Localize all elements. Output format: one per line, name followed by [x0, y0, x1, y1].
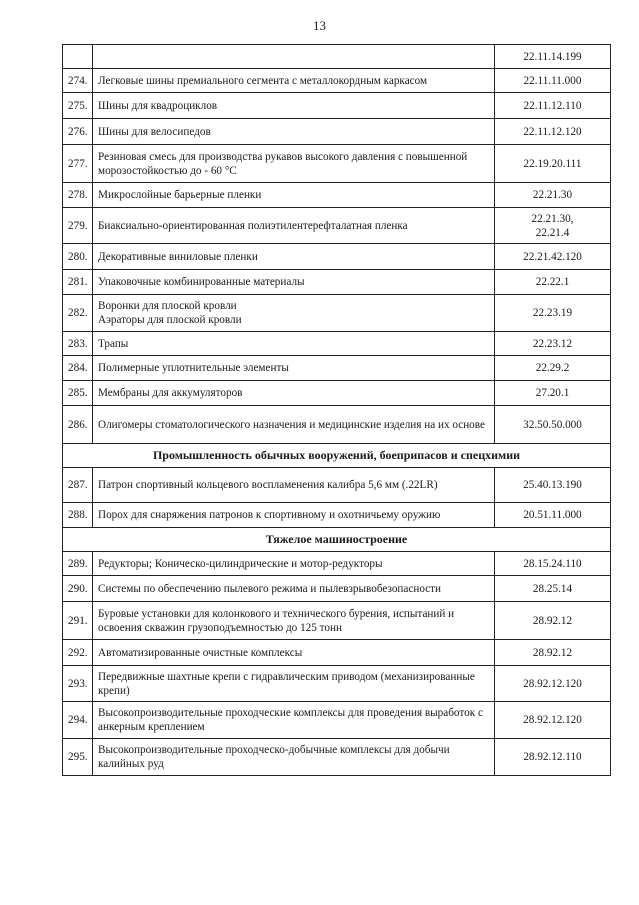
product-name: Трапы	[93, 332, 495, 356]
table-row	[63, 270, 611, 295]
table-row	[63, 119, 611, 145]
section-header-row	[63, 528, 611, 552]
table-row	[63, 503, 611, 528]
okpd-code: 22.11.14.199	[495, 45, 611, 69]
products-table	[62, 44, 611, 776]
product-name: Биаксиально-ориентированная полиэтилентерефталатная пленка	[93, 208, 495, 244]
okpd-code: 25.40.13.190	[495, 468, 611, 503]
product-name: Мембраны для аккумуляторов	[93, 381, 495, 406]
product-name: Легковые шины премиального сегмента с металлокордным каркасом	[93, 69, 495, 93]
table-row	[63, 702, 611, 739]
okpd-code: 20.51.11.000	[495, 503, 611, 528]
row-number: 285.	[63, 381, 93, 406]
row-number: 282.	[63, 295, 93, 332]
okpd-code: 28.92.12.110	[495, 739, 611, 776]
row-number: 276.	[63, 119, 93, 145]
table-row	[63, 69, 611, 93]
product-name: Редукторы; Коническо-цилиндрические и мотор-редукторы	[93, 552, 495, 576]
row-number: 281.	[63, 270, 93, 295]
product-name: Шины для велосипедов	[93, 119, 495, 145]
section-header-row	[63, 444, 611, 468]
table-row	[63, 145, 611, 183]
product-name: Системы по обеспечению пылевого режима и пылевзрывобезопасности	[93, 576, 495, 602]
product-name: Микрослойные барьерные пленки	[93, 183, 495, 208]
row-number: 283.	[63, 332, 93, 356]
product-name: Патрон спортивный кольцевого воспламенения калибра 5,6 мм (.22LR)	[93, 468, 495, 503]
okpd-code: 27.20.1	[495, 381, 611, 406]
product-name: Передвижные шахтные крепи с гидравлическим приводом (механизированные крепи)	[93, 666, 495, 702]
okpd-code: 22.23.19	[495, 295, 611, 332]
okpd-code: 22.22.1	[495, 270, 611, 295]
okpd-code: 28.92.12.120	[495, 702, 611, 739]
row-number: 277.	[63, 145, 93, 183]
product-name: Автоматизированные очистные комплексы	[93, 640, 495, 666]
table-row	[63, 468, 611, 503]
row-number: 286.	[63, 406, 93, 444]
okpd-code: 22.11.12.120	[495, 119, 611, 145]
table-row	[63, 93, 611, 119]
okpd-code: 28.92.12	[495, 602, 611, 640]
product-name: Декоративные виниловые пленки	[93, 244, 495, 270]
table-row	[63, 45, 611, 69]
row-number: 275.	[63, 93, 93, 119]
okpd-code: 28.15.24.110	[495, 552, 611, 576]
okpd-code: 28.92.12.120	[495, 666, 611, 702]
table-row	[63, 406, 611, 444]
row-number: 295.	[63, 739, 93, 776]
okpd-code: 22.11.11.000	[495, 69, 611, 93]
row-number: 274.	[63, 69, 93, 93]
table-row	[63, 295, 611, 332]
product-name: Упаковочные комбинированные материалы	[93, 270, 495, 295]
row-number: 284.	[63, 356, 93, 381]
row-number: 294.	[63, 702, 93, 739]
row-number: 289.	[63, 552, 93, 576]
table-row	[63, 666, 611, 702]
product-name: Воронки для плоской кровли Аэраторы для плоской кровли	[93, 295, 495, 332]
products-table-body	[63, 45, 611, 776]
product-name: Высокопроизводительные проходческо-добычные комплексы для добычи калийных руд	[93, 739, 495, 776]
table-row	[63, 183, 611, 208]
table-row	[63, 208, 611, 244]
row-number: 290.	[63, 576, 93, 602]
okpd-code: 32.50.50.000	[495, 406, 611, 444]
product-name: Буровые установки для колонкового и технического бурения, испытаний и освоения скважин грузоподъемностью до 125 тонн	[93, 602, 495, 640]
row-number	[63, 45, 93, 69]
okpd-code: 28.92.12	[495, 640, 611, 666]
product-name: Высокопроизводительные проходческие комплексы для проведения выработок с анкерным креплением	[93, 702, 495, 739]
row-number: 287.	[63, 468, 93, 503]
table-row	[63, 739, 611, 776]
section-title: Тяжелое машиностроение	[63, 528, 611, 552]
row-number: 288.	[63, 503, 93, 528]
table-row	[63, 244, 611, 270]
product-name: Полимерные уплотнительные элементы	[93, 356, 495, 381]
table-row	[63, 332, 611, 356]
product-name	[93, 45, 495, 69]
table-row	[63, 640, 611, 666]
table-row	[63, 552, 611, 576]
table-row	[63, 602, 611, 640]
okpd-code: 22.11.12.110	[495, 93, 611, 119]
product-name: Шины для квадроциклов	[93, 93, 495, 119]
table-row	[63, 356, 611, 381]
section-title: Промышленность обычных вооружений, боеприпасов и спецхимии	[63, 444, 611, 468]
okpd-code: 28.25.14	[495, 576, 611, 602]
row-number: 291.	[63, 602, 93, 640]
table-row	[63, 576, 611, 602]
okpd-code: 22.21.30	[495, 183, 611, 208]
page-number: 13	[313, 18, 326, 33]
okpd-code: 22.19.20.111	[495, 145, 611, 183]
row-number: 280.	[63, 244, 93, 270]
product-name: Олигомеры стоматологического назначения и медицинские изделия на их основе	[93, 406, 495, 444]
product-name: Порох для снаряжения патронов к спортивному и охотничьему оружию	[93, 503, 495, 528]
okpd-code: 22.29.2	[495, 356, 611, 381]
table-row	[63, 381, 611, 406]
row-number: 279.	[63, 208, 93, 244]
okpd-code: 22.21.30, 22.21.4	[495, 208, 611, 244]
okpd-code: 22.23.12	[495, 332, 611, 356]
row-number: 292.	[63, 640, 93, 666]
row-number: 293.	[63, 666, 93, 702]
product-name: Резиновая смесь для производства рукавов высокого давления с повышенной морозостойкостью до - 60 °С	[93, 145, 495, 183]
okpd-code: 22.21.42.120	[495, 244, 611, 270]
row-number: 278.	[63, 183, 93, 208]
